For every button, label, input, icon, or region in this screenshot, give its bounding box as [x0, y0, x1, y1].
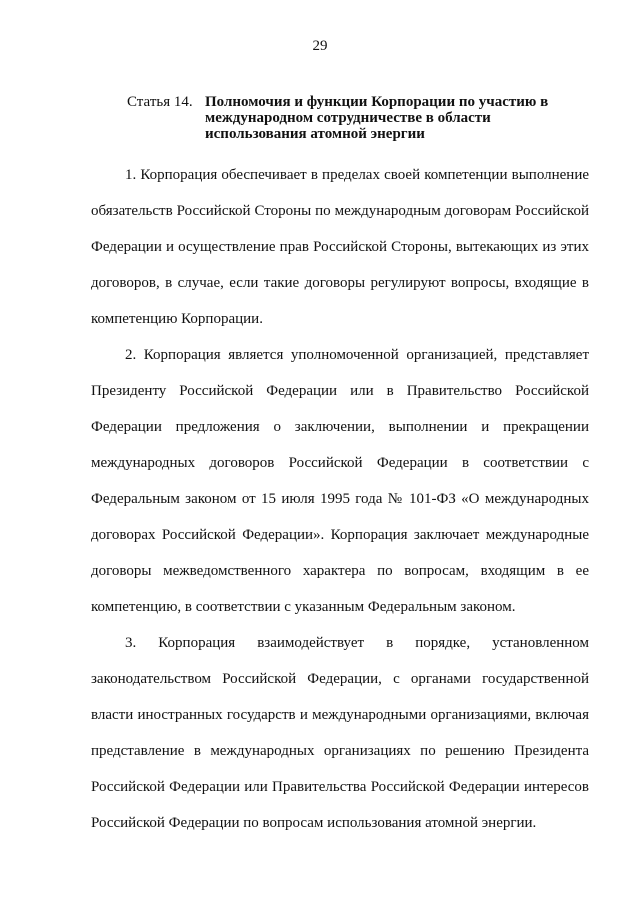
paragraph-1: 1. Корпорация обеспечивает в пределах своей компетенции выполнение обязательств Российской Стороны по международным договорам Российской Федерации и осуществление прав Российской Стороны, вытекающих из этих договоров, в случае, если такие договоры регулируют вопросы, входящие в компетенцию Корпорации. [91, 167, 589, 327]
article-body [91, 157, 589, 841]
article-label: Статья 14. [127, 94, 193, 110]
article-heading [127, 94, 587, 142]
paragraph-3: 3. Корпорация взаимодействует в порядке, установленном законодательством Российской Федерации, с органами государственной власти иностранных государств и международными организациями, включая представление в международных организациях по решению Президента Российской Федерации или Правительства Российской Федерации интересов Российской Федерации по вопросам использования атомной энергии. [91, 635, 589, 831]
page-number: 29 [312, 38, 328, 54]
article-title: Полномочия и функции Корпорации по участию в международном сотрудничестве в области использования атомной энергии [205, 94, 549, 142]
paragraph-2: 2. Корпорация является уполномоченной организацией, представляет Президенту Российской Федерации или в Правительство Российской Федерации предложения о заключении, выполнении и прекращении международных договоров Российской Федерации в соответствии с Федеральным законом от 15 июля 1995 года № 101-ФЗ «О международных договорах Российской Федерации». Корпорация заключает международные договоры межведомственного характера по вопросам, входящим в ее компетенцию, в соответствии с указанным Федеральным законом. [91, 347, 589, 615]
